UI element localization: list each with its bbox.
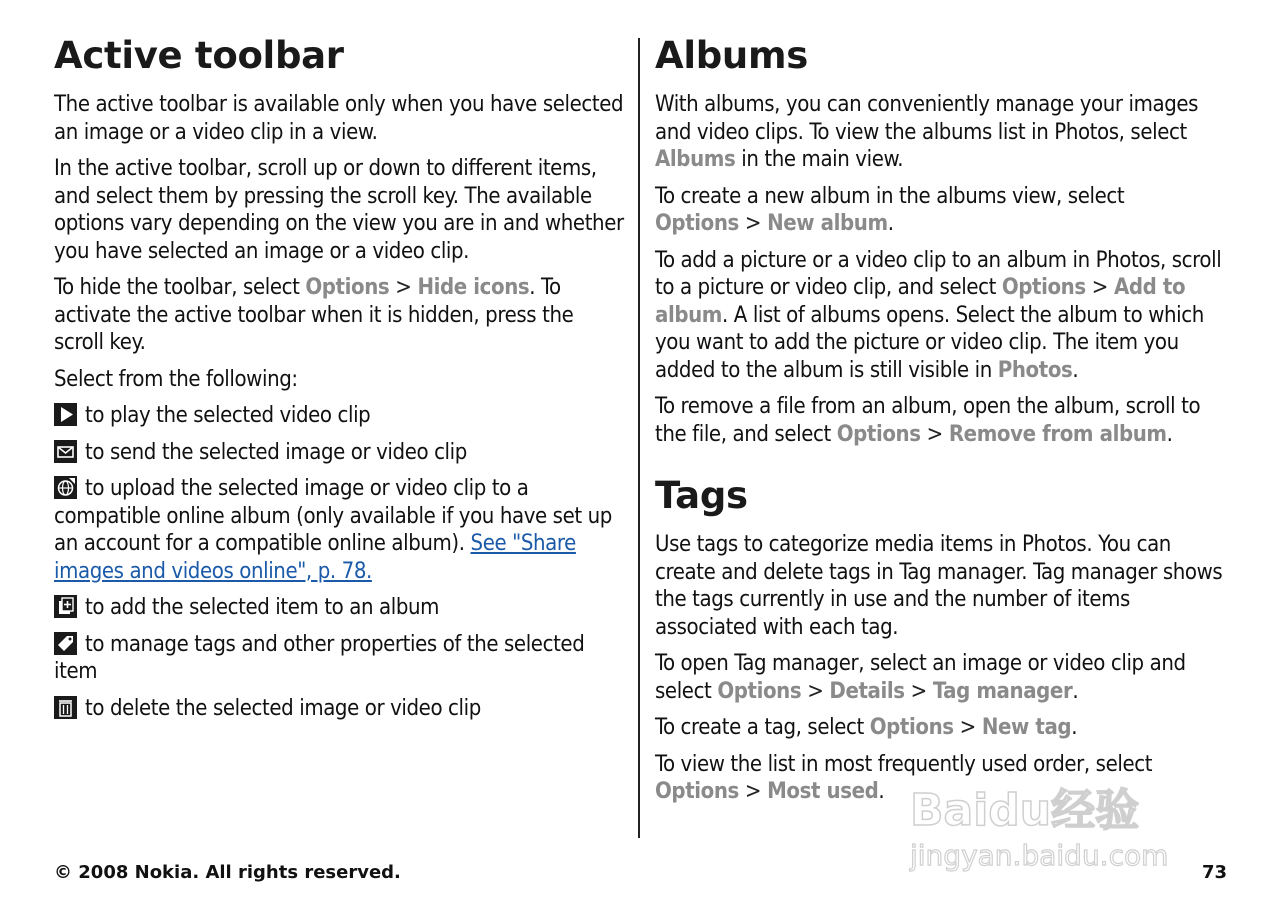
paragraph: To create a tag, select Options > New tag.: [655, 715, 1078, 740]
paragraph: To remove a file from an album, open the album, scroll to the file, and select Options > Remove from album.: [655, 394, 1201, 447]
paragraph: To add a picture or a video clip to an album in Photos, scroll to a picture or video clip, and select Options > Add to album. A list of albums opens. Select the album to which you want to add the picture or video clip. The item you added to the album is still visible in Photos.: [655, 247, 1222, 383]
send-icon: [54, 440, 77, 463]
paragraph: Use tags to categorize media items in Photos. You can create and delete tags in Tag manager. Tag manager shows the tags currently in use and the number of items associated with each tag.: [655, 532, 1223, 640]
paragraph: To hide the toolbar, select Options > Hide icons. To activate the active toolbar when it is hidden, press the scroll key.: [54, 275, 574, 355]
paragraph: With albums, you can conveniently manage your images and video clips. To view the albums list in Photos, select Albums in the main view.: [655, 92, 1199, 172]
copyright-notice: © 2008 Nokia. All rights reserved.: [54, 862, 401, 883]
cross-reference-link[interactable]: See "Share images and videos online", p. 78.: [54, 531, 576, 584]
menu-path-albums: Albums: [655, 147, 736, 172]
tag-icon: [54, 632, 77, 655]
paragraph: To create a new album in the albums view, select Options > New album.: [655, 183, 1125, 236]
upload-icon: [54, 476, 77, 499]
section-title-tags: Tags: [655, 474, 748, 517]
svg-text:Baidu经验: Baidu经验: [910, 785, 1140, 836]
list-item: to add the selected item to an album: [54, 594, 626, 622]
menu-path-options: Options: [305, 275, 390, 300]
paragraph: The active toolbar is available only when you have selected an image or a video clip in a view.: [54, 92, 624, 145]
left-column: [54, 34, 626, 731]
baidu-watermark: [905, 770, 1205, 880]
play-icon: [54, 403, 77, 426]
add-to-album-icon: [54, 595, 77, 618]
menu-path-hide-icons: Hide icons: [417, 275, 530, 300]
list-item: to delete the selected image or video clip: [54, 695, 626, 723]
delete-icon: [54, 696, 77, 719]
paragraph: To view the list in most frequently used order, select Options > Most used.: [655, 751, 1153, 804]
paragraph: To open Tag manager, select an image or video clip and select Options > Details > Tag manager.: [655, 651, 1186, 704]
right-column: [655, 34, 1227, 815]
list-item: to upload the selected image or video clip to a compatible online album (only available if you have set up an account for a compatible online album). See "Share images and videos online", p. 78.: [54, 476, 612, 584]
section-title-active-toolbar: Active toolbar: [54, 34, 344, 77]
list-item: to send the selected image or video clip: [54, 439, 626, 467]
column-divider: [638, 38, 640, 838]
list-item: to manage tags and other properties of the selected item: [54, 631, 585, 684]
page-number: 73: [1202, 862, 1228, 883]
list-item: to play the selected video clip: [54, 402, 626, 430]
paragraph: Select from the following:: [54, 366, 298, 392]
paragraph: In the active toolbar, scroll up or down to different items, and select them by pressing the scroll key. The available options vary depending on the view you are in and whether you have selected an image or a video clip.: [54, 156, 624, 264]
section-title-albums: Albums: [655, 34, 808, 77]
svg-text:jingyan.baidu.com: jingyan.baidu.com: [910, 839, 1169, 872]
